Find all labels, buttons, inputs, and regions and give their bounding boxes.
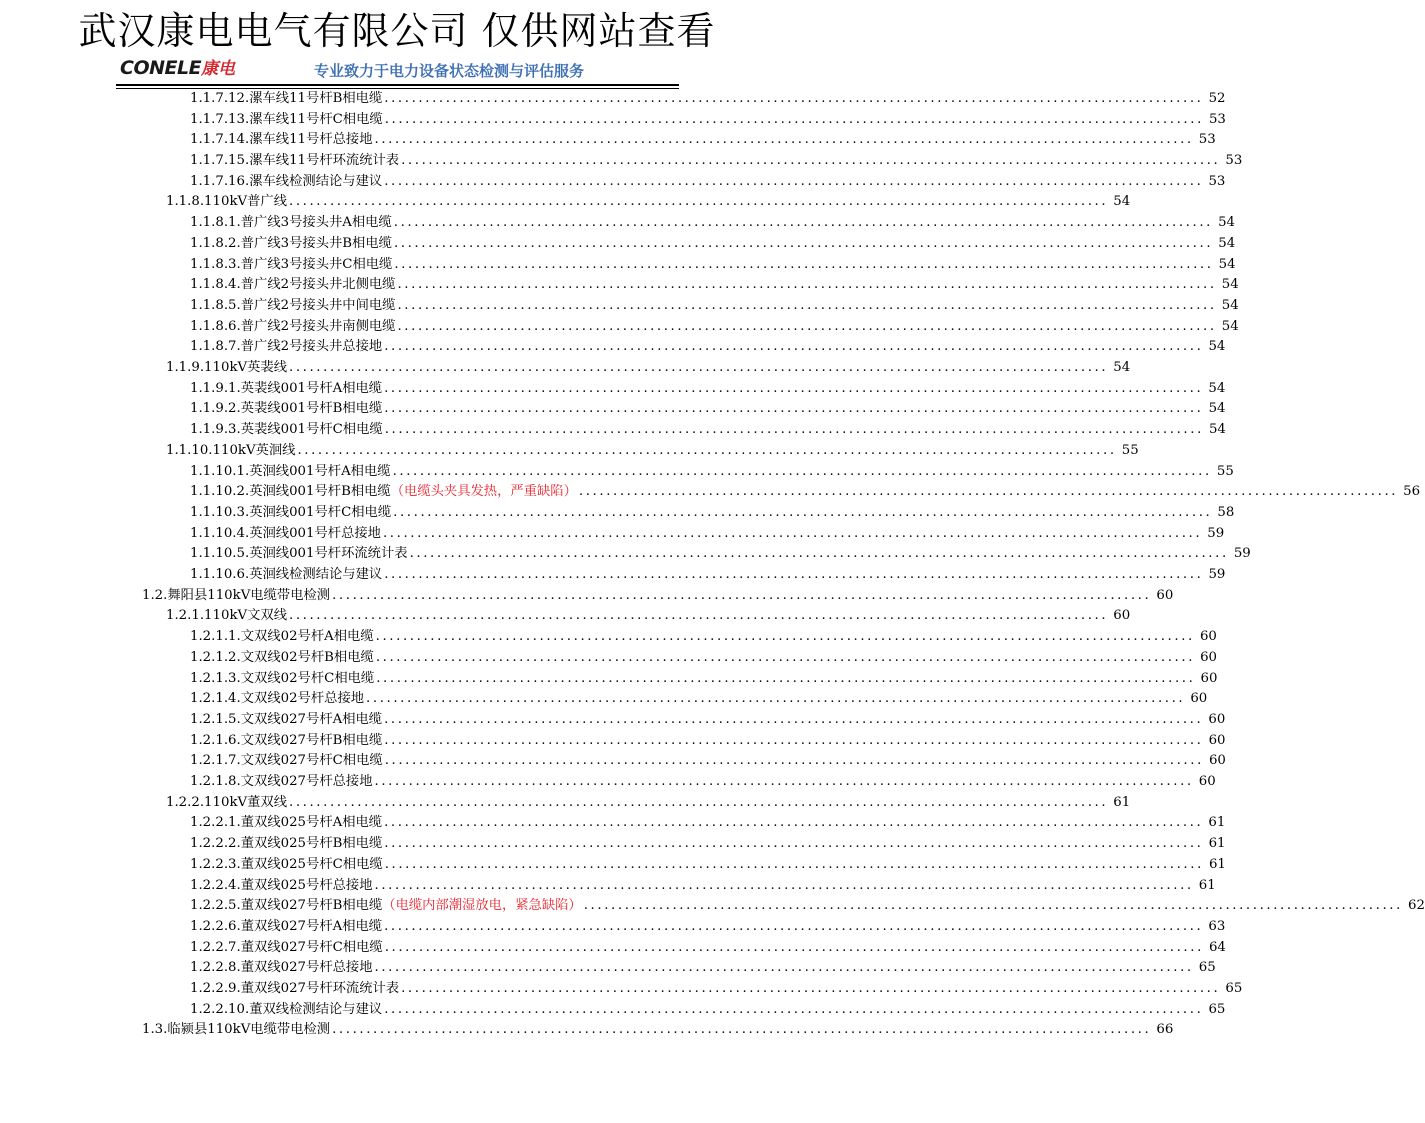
- toc-page-number: 54: [1208, 401, 1226, 417]
- toc-leader-dots: ........................................................................................................................: [384, 753, 1204, 769]
- toc-entry-title: 1.2.1.8.文双线027号杆总接地: [190, 774, 373, 790]
- toc-entry-title: 1.1.10.5.英洄线001号杆环流统计表: [190, 546, 408, 562]
- toc-page-number: 60: [1198, 774, 1216, 790]
- toc-entry-title: 1.1.10.4.英洄线001号杆总接地: [190, 525, 381, 541]
- toc-leader-dots: ........................................................................................................................: [384, 836, 1204, 852]
- toc-entry[interactable]: [190, 731, 1226, 752]
- toc-page-number: 54: [1208, 422, 1226, 438]
- toc-entry[interactable]: [190, 130, 1216, 151]
- toc-entry-title: 1.2.1.110kV文双线: [166, 608, 287, 624]
- toc-entry[interactable]: [190, 213, 1235, 234]
- toc-leader-dots: ........................................................................................................................: [384, 422, 1204, 438]
- toc-leader-dots: ........................................................................................................................: [392, 463, 1212, 479]
- toc-entry-title: 1.1.8.3.普广线3号接头井C相电缆: [190, 256, 393, 272]
- toc-page-number: 53: [1198, 132, 1216, 148]
- toc-leader-dots: ........................................................................................................................: [397, 318, 1217, 334]
- toc-leader-dots: ........................................................................................................................: [384, 1001, 1204, 1017]
- toc-page-number: 56: [1403, 484, 1421, 500]
- toc-entry[interactable]: [190, 317, 1239, 338]
- toc-entry[interactable]: [190, 172, 1226, 193]
- toc-entry[interactable]: [190, 337, 1226, 358]
- toc-entry[interactable]: [190, 524, 1225, 545]
- toc-entry[interactable]: [190, 689, 1208, 710]
- toc-page-number: 53: [1208, 111, 1226, 127]
- toc-entry-title: 1.1.8.110kV普广线: [166, 194, 287, 210]
- toc-leader-dots: ........................................................................................................................: [401, 153, 1221, 169]
- toc-entry-title: 1.2.2.5.董双线027号杆B相电缆: [190, 898, 383, 914]
- toc-page-number: 60: [1156, 587, 1174, 603]
- toc-entry-title: 1.1.10.110kV英洄线: [166, 442, 296, 458]
- toc-leader-dots: ........................................................................................................................: [384, 401, 1204, 417]
- toc-leader-dots: ........................................................................................................................: [289, 608, 1109, 624]
- toc-entry[interactable]: [190, 379, 1226, 400]
- toc-page-number: 61: [1198, 877, 1216, 893]
- toc-page-number: 64: [1208, 939, 1226, 955]
- toc-entry-title: 1.1.10.6.英洄线检测结论与建议: [190, 567, 383, 583]
- toc-entry-title: 1.1.10.2.英洄线001号杆B相电缆: [190, 484, 391, 500]
- toc-entry-title: 1.2.舞阳县110kV电缆带电检测: [142, 587, 331, 603]
- toc-leader-dots: ........................................................................................................................: [297, 442, 1117, 458]
- toc-entry[interactable]: [190, 400, 1226, 421]
- toc-leader-dots: ........................................................................................................................: [384, 815, 1204, 831]
- toc-leader-dots: ........................................................................................................................: [384, 732, 1204, 748]
- toc-page-number: 61: [1113, 794, 1131, 810]
- page-header: [118, 56, 678, 86]
- toc-leader-dots: ........................................................................................................................: [374, 877, 1194, 893]
- toc-entry-title: 1.2.1.3.文双线02号杆C相电缆: [190, 670, 375, 686]
- toc-leader-dots: ........................................................................................................................: [384, 173, 1204, 189]
- toc-leader-dots: ........................................................................................................................: [374, 132, 1194, 148]
- toc-page-number: 61: [1208, 836, 1226, 852]
- toc-entry[interactable]: [190, 896, 1425, 917]
- toc-entry[interactable]: [166, 607, 1131, 628]
- toc-entry-title: 1.1.9.2.英裴线001号杆B相电缆: [190, 401, 383, 417]
- toc-entry-title: 1.2.2.2.董双线025号杆B相电缆: [190, 836, 383, 852]
- toc-page-number: 54: [1218, 235, 1236, 251]
- toc-leader-dots: ........................................................................................................................: [393, 235, 1214, 251]
- toc-entry[interactable]: [190, 462, 1234, 483]
- toc-leader-dots: ........................................................................................................................: [393, 215, 1213, 231]
- toc-entry[interactable]: [190, 544, 1251, 565]
- toc-entry-title: 1.2.2.8.董双线027号杆总接地: [190, 960, 373, 976]
- toc-page-number: 52: [1208, 90, 1226, 106]
- toc-leader-dots: ........................................................................................................................: [332, 587, 1152, 603]
- toc-page-number: 61: [1208, 856, 1226, 872]
- toc-entry-title: 1.1.8.2.普广线3号接头井B相电缆: [190, 235, 392, 251]
- toc-page-number: 62: [1408, 898, 1425, 914]
- toc-entry-title: 1.2.2.4.董双线025号杆总接地: [190, 877, 373, 893]
- toc-entry-title: 1.3.临颍县110kV电缆带电检测: [142, 1022, 331, 1038]
- toc-page-number: 65: [1198, 960, 1216, 976]
- toc-entry[interactable]: [190, 938, 1226, 959]
- toc-entry[interactable]: [190, 296, 1239, 317]
- toc-page-number: 65: [1225, 981, 1243, 997]
- toc-leader-dots: ........................................................................................................................: [583, 898, 1403, 914]
- toc-leader-dots: ........................................................................................................................: [376, 670, 1196, 686]
- toc-page-number: 60: [1208, 753, 1226, 769]
- toc-entry[interactable]: [166, 358, 1131, 379]
- toc-entry-title: 1.1.9.1.英裴线001号杆A相电缆: [190, 380, 383, 396]
- toc-entry-title: 1.1.9.110kV英裴线: [166, 360, 287, 376]
- toc-entry[interactable]: [190, 503, 1235, 524]
- toc-leader-dots: ........................................................................................................................: [374, 774, 1194, 790]
- toc-entry[interactable]: [190, 979, 1243, 1000]
- toc-entry[interactable]: [190, 876, 1216, 897]
- toc-leader-dots: ........................................................................................................................: [384, 380, 1204, 396]
- toc-entry[interactable]: [190, 151, 1243, 172]
- toc-entry-title: 1.2.2.3.董双线025号杆C相电缆: [190, 856, 383, 872]
- toc-entry[interactable]: [190, 814, 1226, 835]
- toc-entry-title: 1.1.7.12.漯车线11号杆B相电缆: [190, 90, 383, 106]
- toc-entry[interactable]: [190, 772, 1216, 793]
- toc-entry[interactable]: [190, 234, 1236, 255]
- toc-entry[interactable]: [190, 89, 1226, 110]
- toc-page-number: 58: [1217, 504, 1235, 520]
- toc-leader-dots: ........................................................................................................................: [375, 649, 1196, 665]
- toc-page-number: 54: [1221, 277, 1239, 293]
- toc-page-number: 54: [1208, 380, 1226, 396]
- toc-entry[interactable]: [142, 586, 1174, 607]
- toc-page-number: 54: [1113, 360, 1131, 376]
- toc-leader-dots: ........................................................................................................................: [401, 981, 1221, 997]
- toc-leader-dots: ........................................................................................................................: [375, 629, 1195, 645]
- toc-page-number: 59: [1233, 546, 1251, 562]
- toc-entry[interactable]: [190, 855, 1226, 876]
- toc-entry-title: 1.2.2.10.董双线检测结论与建议: [190, 1001, 383, 1017]
- toc-leader-dots: ........................................................................................................................: [366, 691, 1186, 707]
- toc-entry[interactable]: [190, 275, 1239, 296]
- toc-page-number: 60: [1199, 629, 1217, 645]
- toc-entry-title: 1.2.1.6.文双线027号杆B相电缆: [190, 732, 383, 748]
- toc-page-number: 60: [1200, 649, 1218, 665]
- toc-entry-title: 1.1.7.16.漯车线检测结论与建议: [190, 173, 383, 189]
- toc-entry[interactable]: [190, 648, 1218, 669]
- logo-text-cn: 康电: [201, 59, 236, 79]
- toc-leader-dots: ........................................................................................................................: [289, 360, 1109, 376]
- toc-entry-title: 1.1.7.15.漯车线11号杆环流统计表: [190, 153, 400, 169]
- toc-entry-title: 1.2.1.1.文双线02号杆A相电缆: [190, 629, 374, 645]
- toc-leader-dots: ........................................................................................................................: [374, 960, 1194, 976]
- toc-leader-dots: ........................................................................................................................: [393, 504, 1213, 520]
- toc-leader-dots: ........................................................................................................................: [397, 297, 1217, 313]
- toc-entry-title: 1.2.2.1.董双线025号杆A相电缆: [190, 815, 383, 831]
- toc-entry-defect-note: （电缆头夹具发热，严重缺陷）: [390, 484, 577, 500]
- toc-leader-dots: ........................................................................................................................: [289, 794, 1109, 810]
- toc-page-number: 53: [1208, 173, 1226, 189]
- toc-entry[interactable]: [190, 110, 1226, 131]
- logo-text-en: CONELE: [120, 57, 202, 79]
- toc-entry-title: 1.1.10.1.英洄线001号杆A相电缆: [190, 463, 391, 479]
- toc-page-number: 66: [1156, 1022, 1174, 1038]
- toc-entry-title: 1.2.2.7.董双线027号杆C相电缆: [190, 939, 383, 955]
- toc-entry-title: 1.1.8.6.普广线2号接头井南侧电缆: [190, 318, 396, 334]
- toc-entry-title: 1.1.8.4.普广线2号接头井北侧电缆: [190, 277, 396, 293]
- toc-page-number: 60: [1190, 691, 1208, 707]
- toc-leader-dots: ........................................................................................................................: [384, 90, 1204, 106]
- toc-page-number: 54: [1218, 256, 1236, 272]
- toc-entry-title: 1.2.1.4.文双线02号杆总接地: [190, 691, 365, 707]
- toc-page-number: 61: [1208, 815, 1226, 831]
- toc-entry-title: 1.2.2.110kV董双线: [166, 794, 287, 810]
- toc-leader-dots: ........................................................................................................................: [394, 256, 1214, 272]
- toc-leader-dots: ........................................................................................................................: [384, 939, 1204, 955]
- toc-entry[interactable]: [142, 1021, 1174, 1042]
- toc-entry-title: 1.1.8.5.普广线2号接头井中间电缆: [190, 297, 396, 313]
- toc-page-number: 55: [1216, 463, 1234, 479]
- toc-leader-dots: ........................................................................................................................: [384, 856, 1204, 872]
- toc-page-number: 54: [1208, 339, 1226, 355]
- toc-entry[interactable]: [190, 710, 1226, 731]
- toc-page-number: 53: [1225, 153, 1243, 169]
- company-tagline: 专业致力于电力设备状态检测与评估服务: [314, 62, 585, 80]
- toc-leader-dots: ........................................................................................................................: [332, 1022, 1152, 1038]
- toc-entry[interactable]: [166, 441, 1139, 462]
- toc-page-number: 60: [1113, 608, 1131, 624]
- toc-entry[interactable]: [190, 255, 1236, 276]
- toc-entry[interactable]: [166, 793, 1131, 814]
- toc-page-number: 60: [1208, 711, 1226, 727]
- toc-entry[interactable]: [190, 420, 1226, 441]
- toc-entry-title: 1.2.1.2.文双线02号杆B相电缆: [190, 649, 374, 665]
- toc-entry-title: 1.2.1.5.文双线027号杆A相电缆: [190, 711, 383, 727]
- toc-page-number: 54: [1218, 215, 1235, 231]
- toc-page-number: 54: [1113, 194, 1131, 210]
- toc-leader-dots: ........................................................................................................................: [384, 711, 1204, 727]
- toc-leader-dots: ........................................................................................................................: [384, 918, 1204, 934]
- toc-entry-title: 1.1.7.14.漯车线11号杆总接地: [190, 132, 373, 148]
- toc-leader-dots: ........................................................................................................................: [397, 277, 1217, 293]
- toc-entry-title: 1.2.2.9.董双线027号杆环流统计表: [190, 981, 400, 997]
- toc-entry-title: 1.1.7.13.漯车线11号杆C相电缆: [190, 111, 383, 127]
- toc-entry[interactable]: [190, 958, 1216, 979]
- toc-page-number: 65: [1208, 1001, 1226, 1017]
- toc-entry-defect-note: （电缆内部潮湿放电，紧急缺陷）: [382, 898, 582, 914]
- toc-entry[interactable]: [190, 627, 1217, 648]
- toc-leader-dots: ........................................................................................................................: [384, 339, 1204, 355]
- toc-leader-dots: ........................................................................................................................: [409, 546, 1229, 562]
- toc-entry-title: 1.1.8.7.普广线2号接头井总接地: [190, 339, 383, 355]
- toc-leader-dots: ........................................................................................................................: [578, 484, 1399, 500]
- toc-entry-title: 1.2.2.6.董双线027号杆A相电缆: [190, 918, 383, 934]
- toc-page-number: 55: [1121, 442, 1139, 458]
- company-logo: [120, 56, 235, 80]
- toc-leader-dots: ........................................................................................................................: [384, 111, 1204, 127]
- header-rule-thick: [116, 84, 679, 86]
- toc-entry[interactable]: [190, 565, 1226, 586]
- toc-page-number: 60: [1208, 732, 1226, 748]
- toc-entry[interactable]: [190, 834, 1226, 855]
- toc-entry[interactable]: [190, 1000, 1226, 1021]
- toc-entry-title: 1.1.8.1.普广线3号接头井A相电缆: [190, 215, 392, 231]
- toc-leader-dots: ........................................................................................................................: [289, 194, 1109, 210]
- toc-entry[interactable]: [190, 669, 1218, 690]
- toc-entry-title: 1.1.9.3.英裴线001号杆C相电缆: [190, 422, 383, 438]
- toc-page-number: 63: [1208, 918, 1226, 934]
- toc-page-number: 59: [1207, 525, 1225, 541]
- toc-entry[interactable]: [190, 482, 1421, 503]
- toc-leader-dots: ........................................................................................................................: [382, 525, 1203, 541]
- toc-entry[interactable]: [190, 917, 1226, 938]
- toc-entry-title: 1.1.10.3.英洄线001号杆C相电缆: [190, 504, 392, 520]
- toc-page-number: 54: [1221, 318, 1239, 334]
- toc-page-number: 59: [1208, 567, 1226, 583]
- toc-entry-title: 1.2.1.7.文双线027号杆C相电缆: [190, 753, 383, 769]
- toc-page-number: 60: [1200, 670, 1218, 686]
- toc-entry[interactable]: [190, 751, 1226, 772]
- watermark-banner: 武汉康电电气有限公司 仅供网站查看: [78, 9, 716, 53]
- toc-leader-dots: ........................................................................................................................: [384, 567, 1204, 583]
- toc-entry[interactable]: [166, 193, 1131, 214]
- toc-page-number: 54: [1221, 297, 1239, 313]
